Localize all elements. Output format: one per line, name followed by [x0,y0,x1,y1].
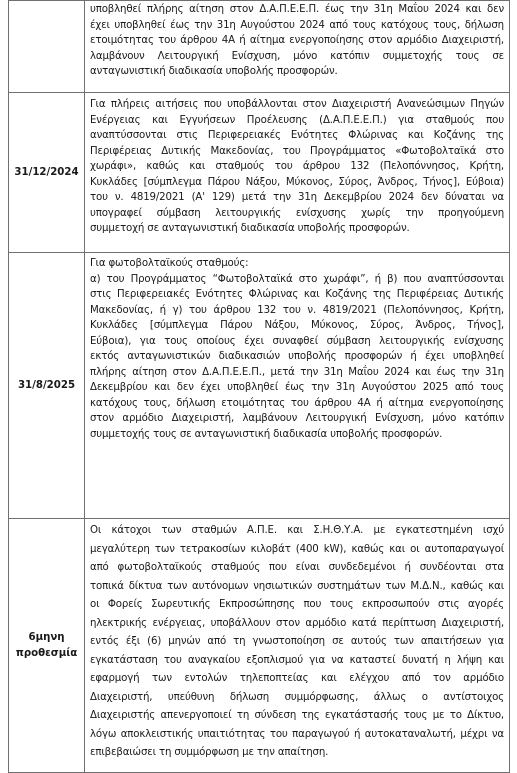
text-line: ανταγωνιστική διαδικασία υποβολής προσφορών. [90,66,338,77]
text-line: Δεκεμβρίου και δεν έχει υποβληθεί έως την 31η Αυγούστου 2025 από τους [90,382,504,393]
text-line: μεγαλύτερη των τετρακοσίων κιλοβάτ (400 kW), καθώς και οι αυτοπαραγωγοί [90,543,504,555]
text-line: λαμβάνουν Λειτουργική Ενίσχυση, μόνο κατόπιν συμμετοχής τους σε [90,50,504,62]
text-line: οι Φορείς Σωρευτικής Εκπροσώπησης που τους εκπροσωπούν στις αγορές [90,599,504,610]
text-line: στον αρμόδιο Διαχειριστή, λαμβάνουν Λειτουργική Ενίσχυση, μόνο κατόπιν [90,413,504,424]
description-cell [85,519,510,773]
text-line: χωράφι», καθώς και σταθμούς του άρθρου 132 (Πελοπόννησος, Κρήτη, [90,161,504,172]
text-line: Για φωτοβολταϊκούς σταθμούς: [90,258,249,269]
text-line: Εύβοια), για τους οποίους έχει συναφθεί σύμβαση λειτουργικής ενίσχυσης [90,335,504,347]
text-line: έχει υποβληθεί έως την 31η Αυγούστου 2024 από τους κατόχους τους, δήλωση [90,19,504,31]
date-cell: 31/12/2024 [9,93,85,253]
text-line: συμμετοχή σε ανταγωνιστική διαδικασία υποβολής προσφορών. [90,223,410,234]
date-cell [9,1,85,93]
text-line: συμμετοχής τους σε ανταγωνιστική διαδικασία υποβολής προσφορών. [90,428,443,440]
text-line: Για πλήρεις αιτήσεις που υποβάλλονται στον Διαχειριστή Ανανεώσιμων Πηγών [90,99,504,110]
description-cell [85,253,510,519]
table-row [9,253,510,519]
text-line: του ν. 4819/2021 (Α' 129) μετά την 31η Δεκεμβρίου 2024 δεν δύναται να [90,192,504,203]
text-line: υπογραφεί σύμβαση λειτουργικής ενίσχυσης χωρίς την προηγούμενη [90,207,504,219]
text-line: από φωτοβολταϊκούς σταθμούς που είναι συνδεδεμένοι ή συνδέονται στα [90,562,504,573]
text-line: εγκατάσταση του αναγκαίου εξοπλισμού για να καταστεί δυνατή η λήψη και [90,654,504,666]
date-line: προθεσμία [15,647,78,659]
text-line: Περιφέρειας Δυτικής Μακεδονίας, του Προγράμματος «Φωτοβολταϊκά στο [90,145,504,157]
date-cell [9,519,85,773]
text-line: Κυκλάδες [σύμπλεγμα Πάρου Νάξου, Μύκονος, Σύρος, Άνδρος, Τήνος], [90,320,504,331]
text-line: κατόχους τους, δήλωση ετοιμότητας του άρθρου 4Α ή αίτημα ενεργοποίησης [90,397,504,409]
text-line: Διαχειριστή, υπεύθυνη δήλωση συμμόρφωσης, άλλως ο αντίστοιχος [90,691,504,703]
text-line: ετοιμότητας του άρθρου 4Α ή αίτημα ενεργοποίησης στον αρμόδιο Διαχειριστή, [90,35,504,46]
text-line: υποβληθεί πλήρης αίτηση στον Δ.Α.Π.Ε.Ε.Π. έως την 31η Μαΐου 2024 και δεν [90,4,504,15]
text-line: Διαχειριστής απενεργοποιεί τη σύνδεση της εγκατάστασής τους με το Δίκτυο, [90,710,504,721]
text-line: Ενέργειας και Εγγυήσεων Προέλευσης (Δ.Α.Π.Ε.Ε.Π.) για σταθμούς που [90,114,504,126]
date-line: 6μηνη [28,631,65,643]
text-line: επιβεβαιώσει τη συμμόρφωση με την απαίτηση. [90,747,329,758]
date-cell: 31/8/2025 [9,253,85,519]
text-line: α) του Προγράμματος “Φωτοβολταϊκά στο χωράφι”, ή β) που αναπτύσσονται [90,273,504,285]
description-cell [85,1,510,93]
text-line: εφαρμογή των εντολών τηλεποπτείας και ελέγχου από τον αρμόδιο [90,673,504,684]
deadlines-table [8,0,510,773]
text-line: Μακεδονίας, ή γ) του άρθρου 132 του ν. 4819/2021 (Πελοπόννησος, Κρήτη, [90,304,504,316]
text-line: εντός έξι (6) μηνών από τη γνωστοποίηση σε αυτούς των απαιτήσεων για [90,636,504,647]
description-cell [85,93,510,253]
text-line: Οι κάτοχοι των σταθμών Α.Π.Ε. και Σ.Η.Θ.Υ.Α. με εγκατεστημένη ισχύ [90,525,504,536]
text-line: εκτός ανταγωνιστικών διαδικασιών υποβολής προσφορών ή έχει υποβληθεί [90,351,504,362]
table-row [9,93,510,253]
text-line: Κυκλάδες [σύμπλεγμα Πάρου Νάξου, Μύκονος, Σύρος, Άνδρος, Τήνος], Εύβοια) [90,176,504,188]
text-line: ηλεκτρικής ενέργειας, υποβάλλουν στον αρμόδιο κατά περίπτωση Διαχειριστή, [90,617,504,629]
text-line: αναπτύσσονται στις Περιφερειακές Ενότητες Φλώρινας και Κοζάνης της [90,130,504,141]
text-line: πλήρης αίτηση στον Δ.Α.Π.Ε.Ε.Π., μετά την 31η Μαΐου 2024 και έως την 31η [90,366,504,378]
table-row [9,519,510,773]
text-line: τοπικά δίκτυα των αυτόνομων νησιωτικών συστημάτων των Μ.Δ.Ν., καθώς και [90,580,504,592]
text-line: στις Περιφερειακές Ενότητες Φλώρινας και Κοζάνης της Περιφέρειας Δυτικής [90,289,504,300]
table-row [9,1,510,93]
text-line: λόγω αποκλειστικής υπαιτιότητας του παραγωγού ή αυτοκαταναλωτή, μέχρι να [90,728,504,740]
